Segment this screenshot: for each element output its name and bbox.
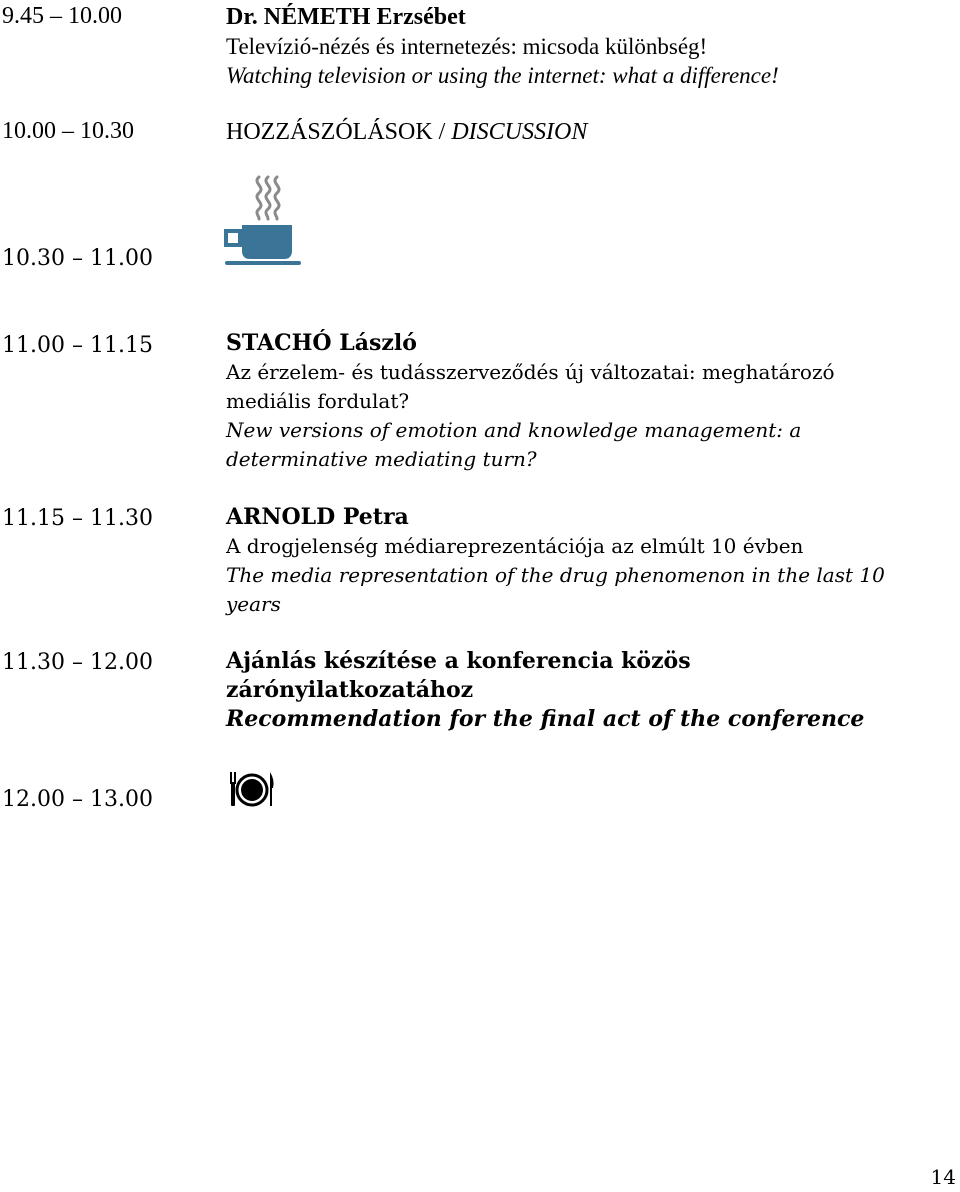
time-slot: 10.30 – 11.00: [2, 246, 153, 271]
talk-title-en-line-2: years: [226, 592, 281, 616]
talk-title-hu: Televízió-nézés és internetezés: micsoda különbség!: [226, 34, 708, 59]
talk-title-en-line-1: The media representation of the drug phenomenon in the last 10: [226, 563, 885, 587]
discussion-heading: [226, 118, 956, 147]
time-slot: 11.30 – 12.00: [2, 650, 153, 675]
recommendation-title-hu-line-2: zárónyilatkozatához: [226, 677, 474, 703]
recommendation-title-en: Recommendation for the final act of the conference: [226, 706, 865, 732]
discussion-heading-en: DISCUSSION: [451, 119, 588, 145]
heading-separator: /: [432, 119, 452, 145]
plate-cutlery-icon: [228, 770, 280, 810]
time-slot: 9.45 – 10.00: [2, 3, 122, 29]
talk-title-en-line-1: New versions of emotion and knowledge management: a: [226, 418, 802, 442]
coffee-cup-icon: [224, 175, 304, 267]
session-details: [226, 503, 956, 619]
talk-title-en-line-2: determinative mediating turn?: [226, 447, 537, 471]
talk-title-hu-line-1: Az érzelem- és tudásszerveződés új változatai: meghatározó: [226, 360, 835, 384]
discussion-heading-hu: HOZZÁSZÓLÁSOK: [226, 119, 433, 145]
recommendation-title-hu-line-1: Ajánlás készítése a konferencia közös: [226, 648, 691, 674]
session-details: [226, 329, 956, 474]
session-details: [226, 647, 956, 734]
session-details: [226, 3, 956, 90]
page-number: 14: [930, 1165, 956, 1189]
time-slot: 11.15 – 11.30: [2, 506, 153, 531]
talk-title-hu: A drogjelenség médiareprezentációja az elmúlt 10 évben: [226, 534, 804, 558]
talk-title-hu-line-2: mediális fordulat?: [226, 389, 410, 413]
time-slot: 11.00 – 11.15: [2, 333, 153, 358]
time-slot: 12.00 – 13.00: [2, 787, 153, 812]
time-slot: 10.00 – 10.30: [2, 118, 134, 144]
speaker-name: STACHÓ László: [226, 330, 417, 356]
speaker-name: Dr. NÉMETH Erzsébet: [226, 4, 466, 30]
speaker-name: ARNOLD Petra: [226, 504, 409, 530]
talk-title-en: Watching television or using the internet: what a difference!: [226, 63, 779, 88]
